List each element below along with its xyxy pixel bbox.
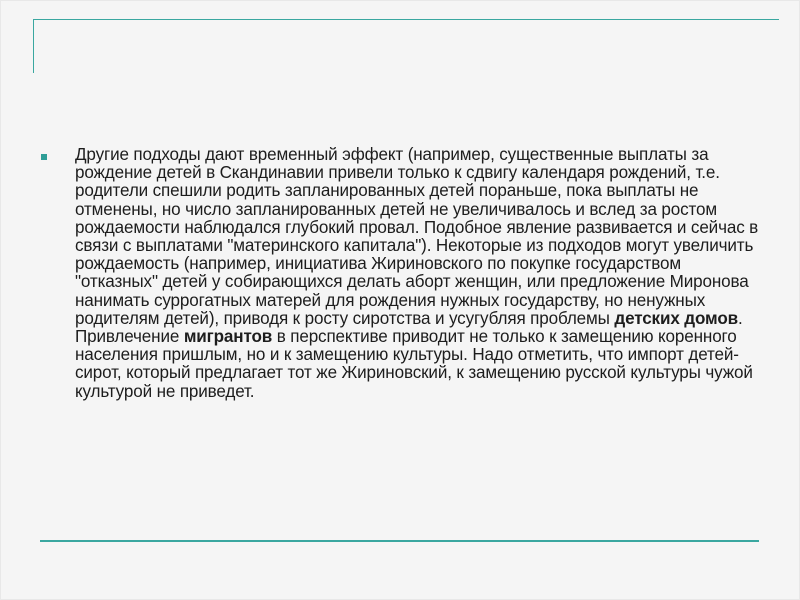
slide-content [41, 146, 761, 401]
bold-term-migrants: мигрантов [183, 327, 273, 347]
top-divider-line [33, 19, 779, 20]
square-bullet-icon [41, 154, 47, 160]
bullet-paragraph [75, 146, 761, 401]
paragraph-text-part-2: . Привлечение [75, 308, 743, 347]
paragraph-text-part-3: в перспективе приводит не только к замещению коренного населения пришлым, но и к замещению культуры. Надо отметить, что импорт детей-сирот, который предлагает тот же Жириновский, к замещению русской культуры чужой культурой не приведет. [75, 327, 753, 401]
bottom-divider-line [40, 540, 759, 542]
bold-term-orphanages: детских домов [614, 308, 738, 328]
paragraph-text-part-1: Другие подходы дают временный эффект (например, существенные выплаты за рождение детей в Скандинавии привели только к сдвигу календаря рождений, т.е. родители спешили родить запланированных детей пораньше, пока выплаты не отменены, но число запланированных детей не увеличивалось и вслед за ростом рождаемости наблюдался глубокий провал. Подобное явление развивается и сейчас в связи с выплатами "материнского капитала"). Некоторые из подходов могут увеличить рождаемость (например, инициатива Жириновского по покупке государством "отказных" детей у собирающихся делать аборт женщин, или предложение Миронова нанимать суррогатных матерей для рождения нужных государству, но ненужных родителям детей), приводя к росту сиротства и усугубляя проблемы [75, 145, 759, 328]
left-accent-line [33, 19, 34, 73]
